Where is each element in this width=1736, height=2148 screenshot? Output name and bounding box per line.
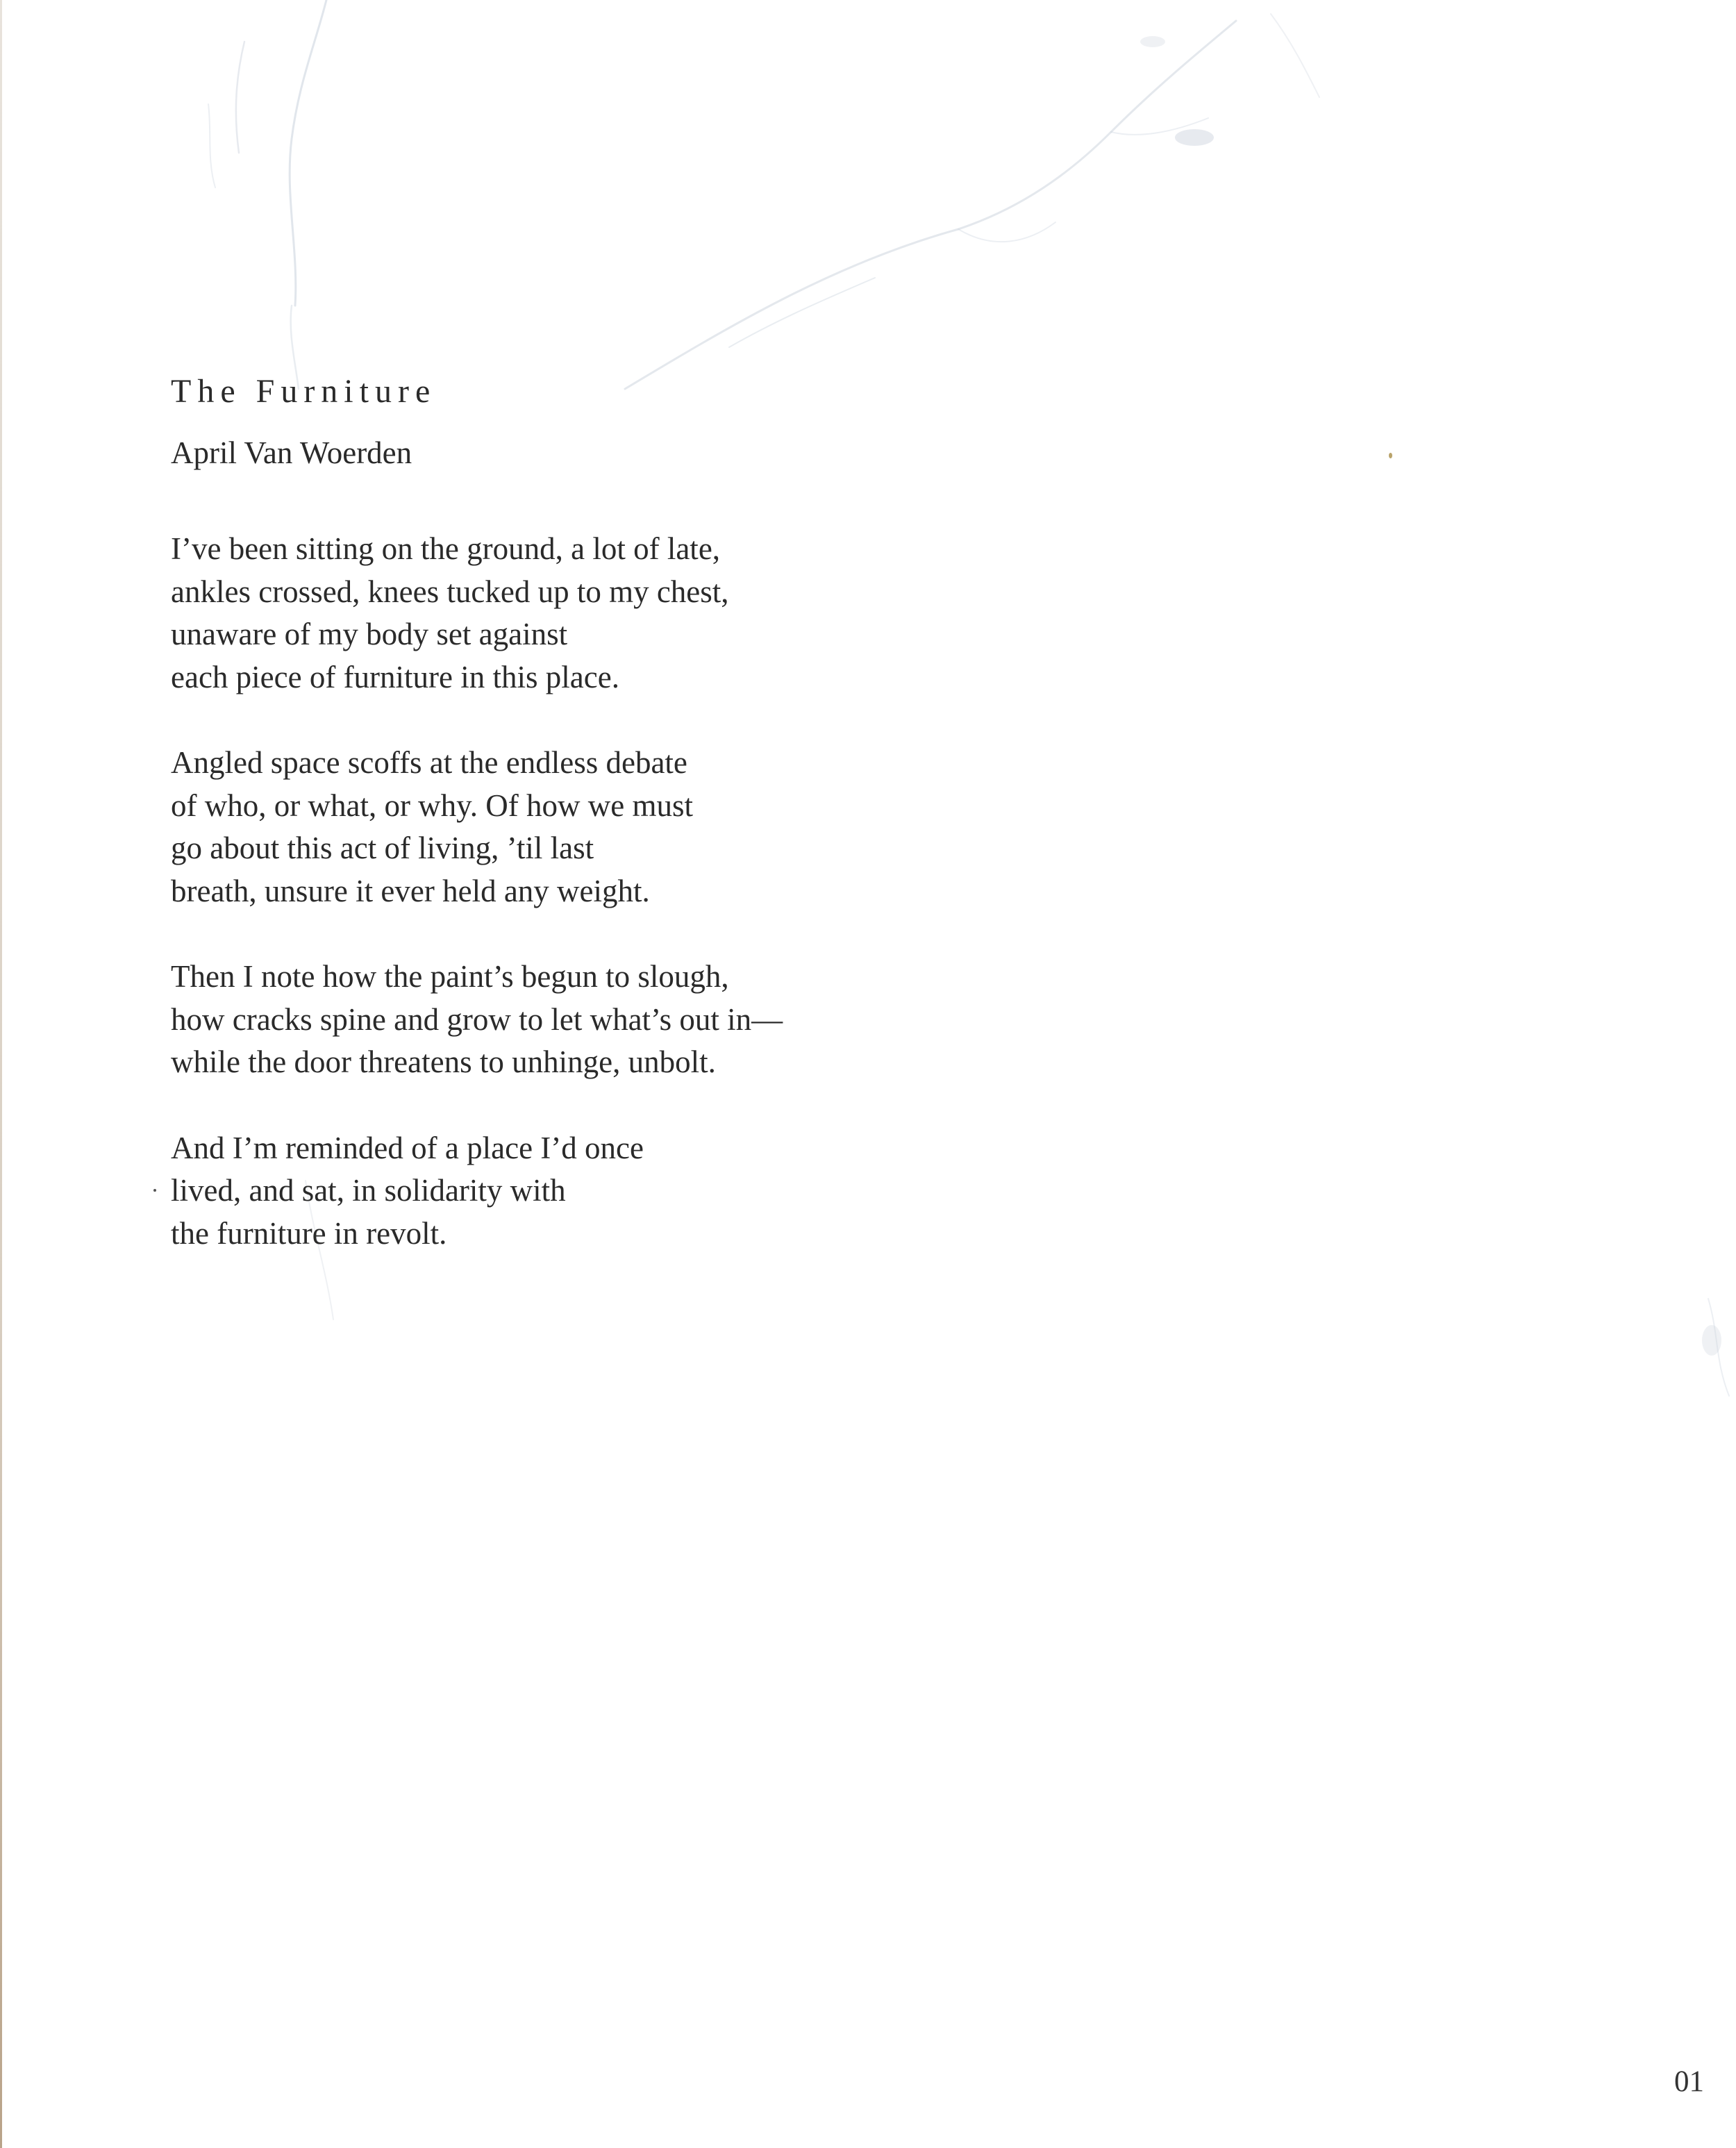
poem-title: The Furniture: [171, 373, 437, 410]
poem-line: of who, or what, or why. Of how we must: [171, 788, 693, 823]
poem-author: April Van Woerden: [171, 435, 412, 470]
poem-line: breath, unsure it ever held any weight.: [171, 873, 650, 908]
paper-speck: [153, 1189, 156, 1192]
poem-line: how cracks spine and grow to let what’s out in—: [171, 1001, 783, 1037]
poem-line: unaware of my body set against: [171, 617, 568, 651]
poem-line: Angled space scoffs at the endless debate: [171, 745, 687, 780]
page-number: 01: [1674, 2065, 1704, 2098]
poem-line: while the door threatens to unhinge, unbolt.: [171, 1044, 716, 1079]
poem-body: [171, 528, 1004, 1255]
stanza-2: [171, 742, 1004, 913]
page-edge-shadow: [0, 0, 2, 2148]
poem-line: lived, and sat, in solidarity with: [171, 1173, 566, 1208]
paper-speck: [1389, 453, 1392, 458]
poem-line: the furniture in revolt.: [171, 1215, 447, 1251]
stanza-1: [171, 528, 1004, 699]
poem-line: I’ve been sitting on the ground, a lot of late,: [171, 531, 721, 566]
stanza-3: [171, 956, 1004, 1084]
poem-line: Then I note how the paint’s begun to slough,: [171, 959, 729, 994]
poem-line: And I’m reminded of a place I’d once: [171, 1130, 644, 1165]
poem-line: ankles crossed, knees tucked up to my chest,: [171, 574, 729, 609]
poem-line: each piece of furniture in this place.: [171, 659, 619, 694]
poem-line: go about this act of living, ’til last: [171, 831, 594, 865]
stanza-4: [171, 1127, 1004, 1256]
poem: [171, 367, 1004, 1298]
